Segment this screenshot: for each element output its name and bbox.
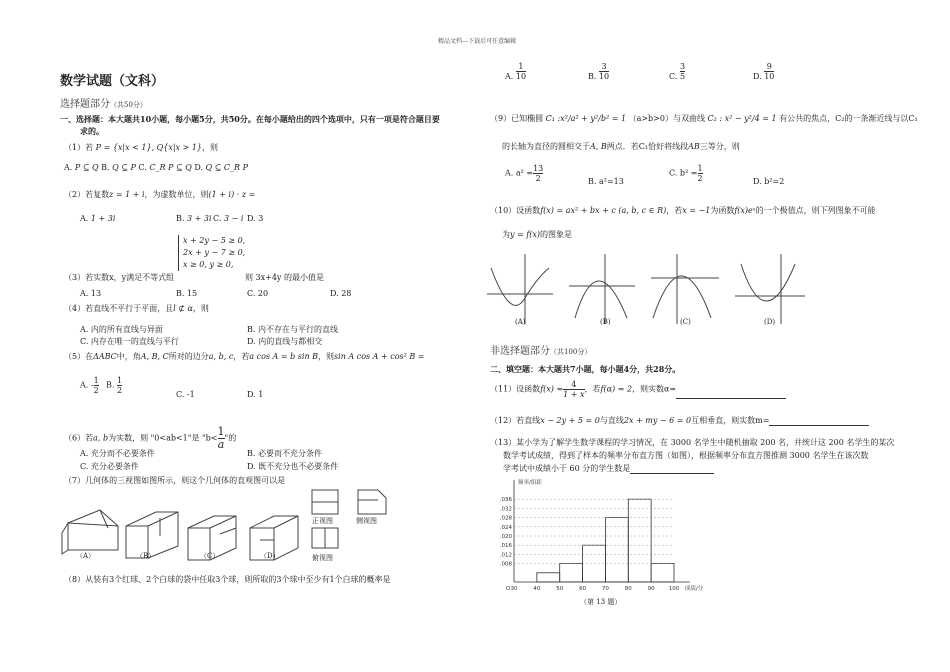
- q13-line3: [503, 464, 714, 474]
- q1-sets: P = {x|x < 1}, Q{x|x > 1}: [95, 143, 203, 152]
- q9-a-den: 2: [535, 174, 541, 183]
- q5-angles: A, B, C: [140, 352, 169, 361]
- q10-yf: y = f(x): [510, 230, 541, 239]
- x-tick-label: 100: [668, 586, 680, 592]
- q5-expr: sin A cos A + cos² B =: [334, 352, 425, 361]
- q10-x: x = −1: [682, 206, 711, 215]
- q3-option-b: B. 15: [176, 289, 198, 298]
- q8-option-c: [669, 62, 685, 82]
- q9-c-num: 1: [697, 164, 703, 173]
- q2-d-text: 3: [258, 214, 264, 223]
- q9-a-label: A. a² =: [505, 168, 534, 178]
- histogram-bar: [537, 573, 560, 582]
- q9-option-c: [669, 164, 703, 183]
- q1-b-text: Q ⊆ P: [112, 163, 136, 172]
- q4-tail: ，则: [192, 304, 209, 313]
- q4-stem-text: （4）若直线不平行于平面，且: [64, 304, 174, 313]
- x-tick-label: 70: [601, 586, 609, 592]
- q5-mid2: 所对的边分: [168, 352, 209, 361]
- q5-stem-text: （5）在: [64, 352, 94, 361]
- q9-c-den: 2: [697, 174, 703, 183]
- q8-option-d: [753, 62, 774, 82]
- q5-option-b: [106, 376, 122, 395]
- q6-vars: a, b: [93, 433, 109, 443]
- q2-stem-text: （2）若复数: [64, 190, 110, 199]
- q5-a-label: A. -: [80, 380, 94, 390]
- q8-b-label: B.: [588, 72, 597, 81]
- q9-line2a: 的长轴为直径的圆相交于: [502, 142, 590, 151]
- q8-d-frac: [764, 62, 774, 81]
- histogram-bar: [628, 499, 651, 582]
- histogram-svg: [482, 474, 714, 599]
- solid-a-shape: [62, 510, 118, 554]
- q9-line1: [490, 114, 918, 124]
- q11-f: f(x) =: [540, 384, 564, 394]
- q3-option-d: D. 28: [330, 289, 352, 298]
- q9-c-label: C. b² =: [669, 168, 698, 178]
- x-tick-label: 50: [556, 586, 564, 592]
- q9-option-a: [505, 164, 543, 183]
- q4-option-b: B. 内不存在与平行的直线: [247, 325, 338, 334]
- q9-c1-cond: （a>b>0）与双曲线: [628, 114, 705, 123]
- q6-option-b: B. 必要而不充分条件: [247, 449, 322, 458]
- q8-b-den: 10: [598, 72, 610, 81]
- q12-answer-blank[interactable]: [769, 425, 869, 426]
- q2-option-c: [213, 214, 243, 224]
- q7-front-view-label: 正视图: [312, 517, 333, 525]
- q9-c1: C₁ :: [545, 114, 561, 123]
- q11-mid: ，若: [584, 384, 601, 394]
- graph-d-curve: [741, 264, 795, 301]
- q3-stem: （3）若实数x，y满足不等式组: [64, 273, 175, 282]
- q5-option-d: D. 1: [247, 390, 264, 399]
- q10-line1: [490, 206, 876, 216]
- q8-stem: （8）从装有3个红球、2个白球的袋中任取3个球，则所取的3个球中至少有1个白球的概率是: [64, 575, 391, 584]
- q11-num: 4: [571, 380, 577, 389]
- q13-histogram: [482, 474, 714, 603]
- q9-segment: AB: [688, 142, 700, 151]
- q9-c-frac: [698, 164, 703, 183]
- q7-label-d: （D）: [260, 552, 280, 560]
- part1-heading: [60, 95, 147, 110]
- q9-tail: 有公共的焦点，C₂的一条渐近线与以C₁: [779, 114, 918, 123]
- y-tick-label: .024: [499, 524, 512, 531]
- q8-a-label: A.: [505, 72, 514, 81]
- q10-tail: 的一个极值点，则下列图象不可能: [755, 206, 876, 215]
- q5-mid4: ，则: [318, 352, 335, 361]
- part1-score: （共50分）: [110, 101, 147, 109]
- q5-a-den: 2: [93, 386, 99, 395]
- part2-score: （共100分）: [550, 348, 592, 356]
- q2-mid: ，为虚数单位，则: [144, 190, 209, 199]
- q9-stem-text: （9）已知椭圆: [490, 114, 544, 123]
- q13-line2: 数学考试成绩，得到了样本的频率分布直方图（如图），根据频率分布直方图推测 3000 名学生在该次数: [503, 451, 869, 460]
- part1-name: 选择题部分: [60, 99, 110, 110]
- q11-tail: ，则实数α=: [632, 384, 677, 394]
- origin-label: O: [505, 586, 511, 592]
- part2-name: 非选择题部分: [490, 346, 550, 357]
- q12-tail: 互相垂直，则实数m=: [691, 416, 770, 425]
- q2-z: z = 1 + i: [109, 190, 145, 199]
- q10-fe: f(x)eˣ: [734, 206, 756, 215]
- x-axis-label: 成绩/分: [684, 586, 704, 592]
- q10-mid2: 为函数: [710, 206, 735, 215]
- q9-a-frac: [533, 164, 543, 183]
- q2-a-text: 1 + 3i: [90, 214, 116, 223]
- q1-stem-text: （1）若: [64, 143, 94, 152]
- q3-system: [178, 235, 245, 271]
- q7-stem: （7）几何体的三视图如图所示，则这个几何体的直观图可以是: [64, 476, 286, 485]
- q11-answer-blank[interactable]: [676, 398, 786, 399]
- q3-tail: 则 3x+4y 的最小值是: [245, 273, 324, 282]
- histogram-bar: [651, 564, 674, 582]
- q5-stem: [64, 352, 425, 362]
- q7-figure: [60, 488, 390, 573]
- q5-mid3: ，若: [233, 352, 250, 361]
- q8-c-frac: [680, 62, 685, 81]
- section2-lead: 二、填空题：本大题共7小题，每小题4分，共28分。: [490, 364, 681, 374]
- q9-c1-eq: x²/a² + y²/b² = 1: [560, 114, 627, 123]
- q5-b-den: 2: [116, 386, 123, 395]
- q7-top-view-label: 俯视图: [312, 554, 333, 562]
- q8-a-num: 1: [518, 62, 524, 71]
- q1-b-label: B.: [101, 163, 110, 172]
- y-tick-label: .032: [499, 506, 512, 513]
- q12-line1-eq: x − 2y + 5 = 0: [540, 416, 600, 425]
- q6-option-a: A. 充分而不必要条件: [80, 449, 155, 458]
- part2-heading: [490, 342, 591, 357]
- q2-c-text: 3 − i: [223, 214, 244, 223]
- q1-d-text: Q ⊆ C_R P: [205, 163, 248, 172]
- q1-options: [64, 163, 248, 173]
- q2-b-label: B.: [176, 214, 185, 223]
- q2-c-label: C.: [213, 214, 222, 223]
- q5-b-frac: [117, 376, 122, 395]
- q4-option-d: D. 内的直线与都相交: [247, 337, 323, 346]
- q8-d-num: 9: [766, 62, 772, 71]
- q6-option-d: D. 既不充分也不必要条件: [247, 462, 339, 471]
- q1-option-a: [64, 163, 99, 172]
- q6-tail: "的: [224, 433, 237, 443]
- q4-option-c: C. 内存在唯一的直线与平行: [80, 337, 179, 346]
- y-tick-label: .036: [499, 497, 512, 504]
- q8-a-frac: [516, 62, 526, 81]
- q2-option-b: [176, 214, 212, 224]
- x-tick-label: 40: [533, 586, 541, 592]
- q3-ineq-1: x + 2y − 5 ≥ 0,: [183, 236, 246, 245]
- q3-option-c: C. 20: [247, 289, 269, 298]
- q10-label-b: (B): [600, 318, 611, 326]
- q5-cond: a cos A = b sin B: [249, 352, 319, 361]
- q9-a-num: 13: [533, 164, 544, 173]
- q5-triangle: ΔABC: [93, 352, 117, 361]
- x-tick-label: 60: [579, 586, 587, 592]
- q9-points: A, B: [590, 142, 607, 151]
- x-tick-label: 90: [647, 586, 655, 592]
- q2-stem: [64, 190, 255, 200]
- q10-line2b: 的图象是: [540, 230, 573, 239]
- q3-ineq-3: x ≥ 0, y ≥ 0,: [183, 260, 234, 269]
- graph-b-curve: [575, 281, 627, 318]
- q11-cond: f(α) = 2: [600, 384, 633, 394]
- q3-option-a: A. 13: [80, 289, 102, 298]
- q10-label-a: (A): [515, 318, 526, 326]
- q10-line2: [502, 230, 572, 240]
- q11-line: [490, 380, 786, 399]
- q13-caption: （第 13 题）: [580, 598, 622, 606]
- q2-d-label: D.: [247, 214, 256, 223]
- histogram-bar: [605, 518, 628, 582]
- q6-frac: [218, 426, 225, 451]
- q5-mid: 中，角: [116, 352, 141, 361]
- q11-frac: [563, 380, 584, 399]
- q8-d-den: 10: [764, 72, 775, 81]
- page-header: 精品文档---下载后可任意编辑: [438, 38, 517, 45]
- q12-mid: 与直线: [599, 416, 624, 425]
- q1-d-label: D.: [194, 163, 203, 172]
- q8-d-label: D.: [753, 72, 762, 81]
- q10-label-c: (C): [680, 318, 691, 326]
- q12-line2-eq: 2x + my − 6 = 0: [623, 416, 692, 425]
- q1-a-label: A.: [64, 163, 73, 172]
- q5-a-num: 1: [93, 376, 99, 385]
- q8-c-label: C.: [669, 72, 678, 81]
- q11-den: 1 + x: [563, 390, 585, 399]
- q8-b-frac: [599, 62, 609, 81]
- q2-b-text: 3 + 3i: [186, 214, 212, 223]
- q8-option-b: [588, 62, 609, 82]
- q10-mid: ，若: [666, 206, 683, 215]
- graph-a-curve: [491, 268, 549, 305]
- q9-line2c: 三等分，则: [699, 142, 740, 151]
- section1-lead-cont: 求的。: [80, 126, 104, 136]
- q5-b-num: 1: [116, 376, 123, 385]
- q1-tail: ，则: [202, 143, 219, 152]
- y-tick-label: .016: [499, 543, 512, 550]
- q1-c-text: C_R P ⊆ Q: [149, 163, 192, 172]
- q9-c2: C₂ : x² −: [707, 114, 742, 123]
- q1-stem: [64, 143, 218, 153]
- q1-option-c: [138, 163, 191, 172]
- q6-den: a: [217, 438, 225, 451]
- q6-option-c: C. 充分必要条件: [80, 462, 139, 471]
- q6-mid: 为实数，则 "0<ab<1"是 "b<: [108, 433, 218, 443]
- q2-expr: (1 + i) · z =: [208, 190, 256, 199]
- section1-lead: 一、选择题：本大题共10小题，每小题5分，共50分。在每小题给出的四个选项中，只有一项是符合题目要: [60, 114, 440, 124]
- q8-option-a: [505, 62, 526, 82]
- y-tick-label: .008: [499, 561, 512, 568]
- q2-option-a: [80, 214, 115, 224]
- x-tick-label: 80: [624, 586, 632, 592]
- q5-sides: a, b, c: [208, 352, 234, 361]
- q1-option-b: [101, 163, 136, 172]
- q5-b-label: B.: [106, 380, 115, 390]
- q1-option-d: [194, 163, 248, 172]
- q9-option-b: B. a²=13: [588, 177, 624, 186]
- y-tick-label: .012: [499, 552, 512, 559]
- histogram-bar: [560, 564, 583, 582]
- q8-b-num: 3: [601, 62, 607, 71]
- q10-label-d: (D): [764, 318, 776, 326]
- q6-stem: [64, 426, 236, 451]
- q5-option-a: [80, 376, 99, 395]
- q2-option-d: [247, 214, 263, 224]
- q7-label-c: （C）: [200, 552, 220, 560]
- q11-stem-text: （11）设函数: [490, 384, 541, 394]
- q13-line3-text: 学考试中成绩小于 60 分的学生数是: [503, 464, 631, 473]
- q4-option-a: A. 内的所有直线与异面: [80, 325, 163, 334]
- x-tick-label: 30: [510, 586, 518, 592]
- q10-f: f(x) = ax² + bx + c (a, b, c ∈ R): [540, 206, 667, 215]
- q8-a-den: 10: [515, 72, 527, 81]
- q1-c-label: C.: [138, 163, 147, 172]
- page-title: 数学试题（文科）: [60, 74, 165, 89]
- q9-line2: [502, 142, 740, 152]
- q12-stem-text: （12）若直线: [490, 416, 541, 425]
- q3-ineq-2: 2x + y − 7 ≥ 0,: [183, 248, 246, 257]
- q4-stem: [64, 304, 209, 314]
- q1-a-text: P ⊆ Q: [74, 163, 99, 172]
- q10-stem-text: （10）设函数: [490, 206, 541, 215]
- q12-line: [490, 416, 869, 426]
- q6-stem-text: （6）若: [64, 433, 94, 443]
- q8-c-den: 5: [679, 72, 686, 81]
- q9-option-d: D. b²=2: [753, 177, 785, 186]
- q7-label-b: （B）: [136, 552, 156, 560]
- q7-side-view-label: 侧视图: [356, 517, 377, 525]
- q7-solids-svg: [60, 488, 390, 573]
- q9-c2-eq: y²/4 = 1: [744, 114, 777, 123]
- q13-line1: （13）某小学为了解学生数学课程的学习情况，在 3000 名学生中随机抽取 200 名，并统计这 200 名学生的某次: [490, 438, 895, 447]
- q10-line2a: 为: [502, 230, 510, 239]
- y-tick-label: .020: [499, 534, 512, 540]
- y-tick-label: .028: [499, 515, 512, 522]
- q4-cond: l ⊄ α: [173, 304, 193, 313]
- q6-num: 1: [217, 425, 225, 438]
- q8-c-num: 3: [679, 62, 686, 71]
- q2-a-label: A.: [80, 214, 89, 223]
- q5-option-c: C. -1: [176, 390, 195, 399]
- y-axis-label: 频率/组距: [518, 480, 542, 486]
- graph-c-curve: [653, 276, 711, 318]
- q7-label-a: （A）: [76, 552, 96, 560]
- q5-a-frac: [94, 376, 99, 395]
- side-view-shape: [358, 490, 386, 514]
- q9-line2b: 两点．若C₁恰好将线段: [606, 142, 689, 151]
